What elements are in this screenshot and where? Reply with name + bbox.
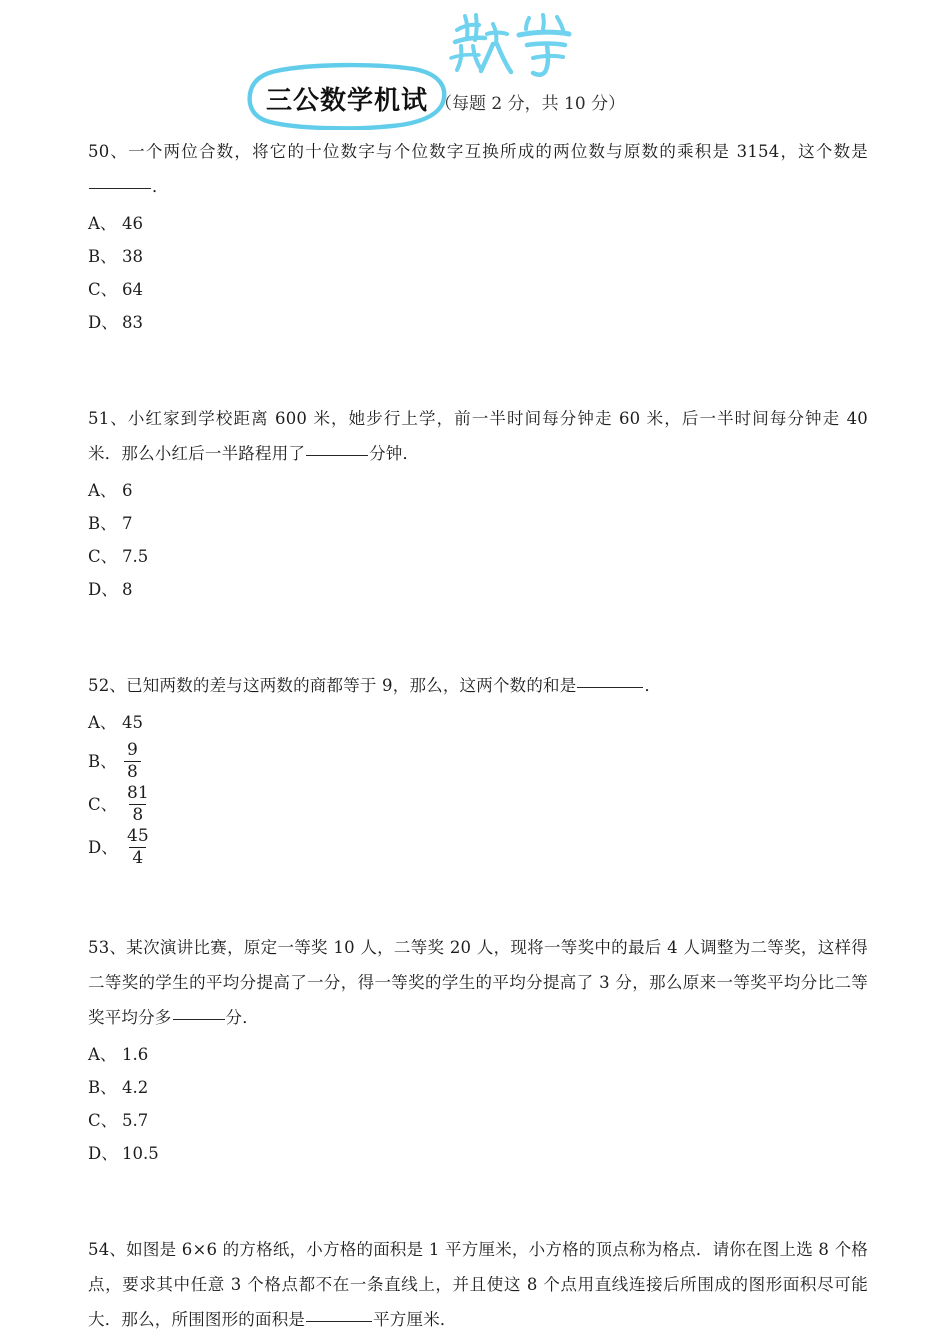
fraction-denominator: 4 xyxy=(129,847,146,868)
answer-blank[interactable] xyxy=(173,1007,225,1020)
question-number: 52、 xyxy=(88,676,127,695)
question-stem xyxy=(88,930,868,1035)
page-header xyxy=(0,0,944,134)
page-title: 三公数学机试 xyxy=(266,86,429,116)
page-subtitle: （每题 2 分，共 10 分） xyxy=(435,94,626,114)
option-value: 10.5 xyxy=(122,1144,159,1164)
option-item[interactable] xyxy=(88,1038,868,1071)
question-text: 某次演讲比赛，原定一等奖 10 人，二等奖 20 人，现将一等奖中的最后 4 人调整为二等奖，这样得二等奖的学生的平均分提高了一分，得一等奖的学生的平均分提高了 3 分，那么原来一等奖平均分比二等奖平均分多 xyxy=(88,938,868,1028)
fraction xyxy=(122,827,154,868)
option-value: 46 xyxy=(122,214,143,233)
option-item[interactable] xyxy=(88,273,868,306)
option-item[interactable] xyxy=(88,306,868,339)
option-label: B、 xyxy=(88,751,117,771)
question-block xyxy=(88,134,868,339)
option-value: 4.2 xyxy=(122,1078,149,1098)
option-item[interactable] xyxy=(88,706,868,739)
question-text: 一个两位合数，将它的十位数字与个位数字互换所成的两位数与原数的乘积是 3154，这个数是 xyxy=(128,142,868,161)
question-text-tail: ． xyxy=(152,177,169,196)
option-label: C、 xyxy=(88,547,118,566)
option-item[interactable] xyxy=(88,1137,868,1170)
option-value: 7.5 xyxy=(122,547,149,566)
question-text-tail: ． xyxy=(644,676,662,695)
answer-blank[interactable] xyxy=(306,1309,372,1322)
option-value: 83 xyxy=(122,313,143,332)
options-list xyxy=(88,207,868,339)
option-item[interactable] xyxy=(88,741,868,782)
option-value: 38 xyxy=(122,247,143,266)
option-item[interactable] xyxy=(88,240,868,273)
question-text: 已知两数的差与这两数的商都等于 9，那么，这两个数的和是 xyxy=(126,676,577,695)
option-label: B、 xyxy=(88,514,117,533)
fraction-denominator: 8 xyxy=(129,804,146,825)
option-label: A、 xyxy=(88,214,117,233)
option-value: 45 xyxy=(122,713,143,732)
question-text-tail: 分钟． xyxy=(369,444,420,463)
option-item[interactable] xyxy=(88,784,868,825)
option-value: 7 xyxy=(122,514,133,533)
title-row xyxy=(0,80,944,117)
option-item[interactable] xyxy=(88,540,868,573)
question-block xyxy=(88,401,868,606)
option-label: A、 xyxy=(88,481,117,500)
options-list xyxy=(88,1038,868,1170)
question-block xyxy=(88,1232,868,1337)
question-block xyxy=(88,668,868,868)
fraction-numerator: 81 xyxy=(127,783,149,804)
option-item[interactable] xyxy=(88,1071,868,1104)
fraction-numerator: 9 xyxy=(127,740,138,760)
question-stem xyxy=(88,668,868,703)
question-number: 50、 xyxy=(88,142,129,161)
option-value: 64 xyxy=(122,280,143,299)
question-text: 如图是 6×6 的方格纸，小方格的面积是 1 平方厘米，小方格的顶点称为格点．请你在图上选 8 个格点，要求其中任意 3 个格点都不在一条直线上，并且使这 8 个点用直线连接后所围成的图形面积尽可能大．那么，所围图形的面积是 xyxy=(88,1240,868,1330)
option-label: C、 xyxy=(88,1111,118,1131)
question-number: 54、 xyxy=(88,1240,127,1260)
option-value: 5.7 xyxy=(122,1111,149,1131)
question-text-tail: 分． xyxy=(225,1008,259,1028)
option-item[interactable] xyxy=(88,507,868,540)
option-label: D、 xyxy=(88,580,118,599)
option-item[interactable] xyxy=(88,573,868,606)
question-stem xyxy=(88,134,868,204)
fraction-denominator: 8 xyxy=(124,761,141,782)
option-value: 1.6 xyxy=(122,1045,149,1065)
option-value: 6 xyxy=(122,481,133,500)
option-label: D、 xyxy=(88,837,118,857)
option-item[interactable] xyxy=(88,1104,868,1137)
option-item[interactable] xyxy=(88,827,868,868)
fraction xyxy=(122,784,154,825)
question-text: 小红家到学校距离 600 米，她步行上学，前一半时间每分钟走 60 米，后一半时间每分钟走 40 米．那么小红后一半路程用了 xyxy=(88,409,868,463)
option-label: C、 xyxy=(88,280,118,299)
option-label: A、 xyxy=(88,1045,117,1065)
option-item[interactable] xyxy=(88,474,868,507)
fraction-numerator: 45 xyxy=(127,826,149,847)
option-label: B、 xyxy=(88,1078,117,1098)
option-label: D、 xyxy=(88,313,118,332)
option-item[interactable] xyxy=(88,207,868,240)
question-stem xyxy=(88,401,868,471)
option-value: 8 xyxy=(122,580,133,599)
option-label: C、 xyxy=(88,794,118,814)
option-label: D、 xyxy=(88,1144,118,1164)
question-text-tail: 平方厘米． xyxy=(373,1310,457,1330)
answer-blank[interactable] xyxy=(89,176,151,189)
question-number: 51、 xyxy=(88,409,128,428)
option-label: A、 xyxy=(88,713,117,732)
question-stem xyxy=(88,1232,868,1337)
question-block xyxy=(88,930,868,1170)
handwritten-math-annotation-icon xyxy=(443,2,583,80)
fraction xyxy=(122,741,143,782)
answer-blank[interactable] xyxy=(306,443,368,456)
question-number: 53、 xyxy=(88,938,127,958)
options-list xyxy=(88,706,868,868)
quiz-body xyxy=(88,134,868,1337)
options-list xyxy=(88,474,868,606)
answer-blank[interactable] xyxy=(577,675,643,688)
option-label: B、 xyxy=(88,247,117,266)
